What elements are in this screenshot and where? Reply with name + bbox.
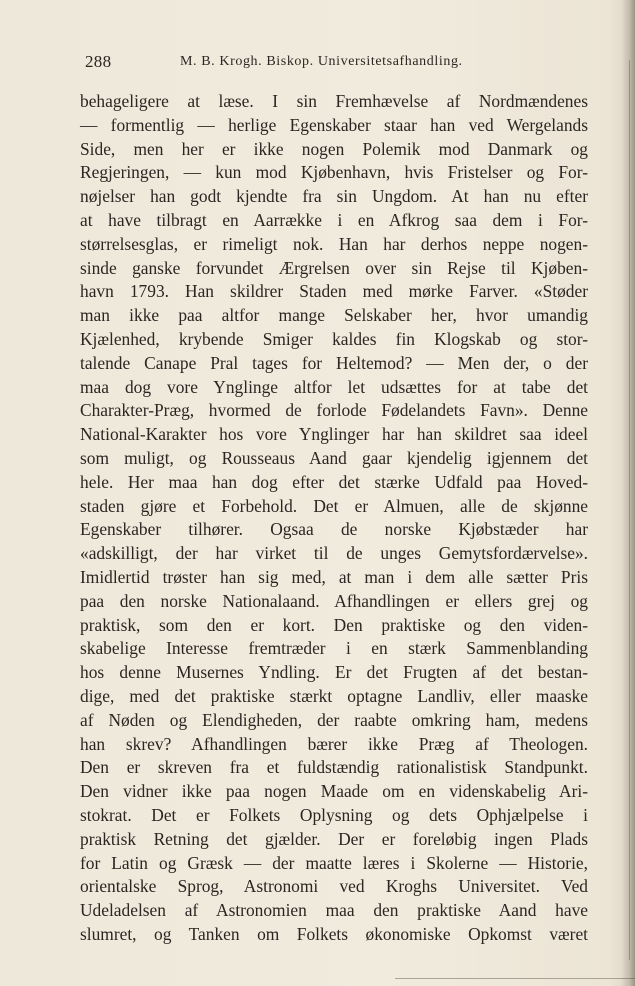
page-edge-shadow — [621, 0, 635, 986]
text-line: havn 1793. Han skildrer Staden med mørke Farver. «Støder — [80, 281, 588, 302]
text-line: «adskilligt, der har virket til de unges Gemytsfordærvelse». — [80, 543, 588, 564]
text-line: han skrev? Afhandlingen bærer ikke Præg af Theologen. — [80, 733, 588, 754]
text-line: talende Canape Pral tages for Heltemod? — Men der, o der — [80, 352, 588, 373]
text-line: staden gjøre et Forbehold. Det er Almuen, alle de skjønne — [80, 495, 588, 516]
text-line: Side, men her er ikke nogen Polemik mod Danmark og — [80, 138, 588, 159]
text-line: Den er skreven fra et fuldstændig rationalistisk Standpunkt. — [80, 757, 588, 778]
text-line: praktisk Retning det gjælder. Der er foreløbig ingen Plads — [80, 828, 588, 849]
text-line: nøjelser han godt kjendte fra sin Ungdom. At han nu efter — [80, 186, 588, 207]
text-line: at have tilbragt en Aarrække i en Afkrog saa dem i For- — [80, 209, 588, 230]
text-line: orientalske Sprog, Astronomi ved Kroghs Universitet. Ved — [80, 876, 588, 897]
text-line: som muligt, og Rousseaus Aand gaar kjendelig igjennem det — [80, 447, 588, 468]
text-line: man ikke paa altfor mange Selskaber her, hvor umandig — [80, 305, 588, 326]
page-header — [85, 52, 515, 76]
text-line: størrelsesglas, er rimeligt nok. Han har derhos neppe nogen- — [80, 233, 588, 254]
text-line: hele. Her maa han dog efter det stærke Udfald paa Hoved- — [80, 471, 588, 492]
text-line: for Latin og Græsk — der maatte læres i Skolerne — Historie, — [80, 852, 588, 873]
text-line: stokrat. Det er Folkets Oplysning og dets Ophjælpelse i — [80, 804, 588, 825]
text-line: sinde ganske forvundet Ærgrelsen over sin Rejse til Kjøben- — [80, 257, 588, 278]
text-line: slumret, og Tanken om Folkets økonomiske Opkomst været — [80, 923, 588, 944]
text-line: dige, med det praktiske stærkt optagne Landliv, eller maaske — [80, 685, 588, 706]
text-line: praktisk, som den er kort. Den praktiske og den viden- — [80, 614, 588, 635]
text-line: Regjeringen, — kun mod Kjøbenhavn, hvis Fristelser og For- — [80, 162, 588, 183]
text-line: — formentlig — herlige Egenskaber staar han ved Wergelands — [80, 114, 588, 135]
text-line: af Nøden og Elendigheden, der raabte omkring ham, medens — [80, 709, 588, 730]
text-line: hos denne Musernes Yndling. Er det Frugten af det bestan- — [80, 662, 588, 683]
text-line: National-Karakter hos vore Ynglinger har han skildret saa ideel — [80, 424, 588, 445]
text-line: Den vidner ikke paa nogen Maade om en videnskabelig Ari- — [80, 781, 588, 802]
page-number: 288 — [85, 52, 112, 71]
text-line: skabelige Interesse fremtræder i en stærk Sammenblanding — [80, 638, 588, 659]
bottom-edge-line — [395, 978, 635, 979]
text-line: paa den norske Nationalaand. Afhandlingen er ellers grej og — [80, 590, 588, 611]
text-line: Charakter-Præg, hvormed de forlode Fødelandets Favn». Denne — [80, 400, 588, 421]
text-line: Kjælenhed, krybende Smiger kaldes fin Klogskab og stor- — [80, 328, 588, 349]
text-line: Egenskaber tilhører. Ogsaa de norske Kjøbstæder har — [80, 519, 588, 540]
body-text — [80, 90, 588, 947]
page-edge-line — [629, 60, 630, 960]
text-line: maa dog vore Ynglinge altfor let udsættes for at tabe det — [80, 376, 588, 397]
text-line: Udeladelsen af Astronomien maa den praktiske Aand have — [80, 900, 588, 921]
text-line: Imidlertid trøster han sig med, at man i dem alle sætter Pris — [80, 566, 588, 587]
text-line: behageligere at læse. I sin Fremhævelse af Nordmændenes — [80, 91, 588, 111]
running-head: M. B. Krogh. Biskop. Universitetsafhandling. — [180, 54, 463, 69]
